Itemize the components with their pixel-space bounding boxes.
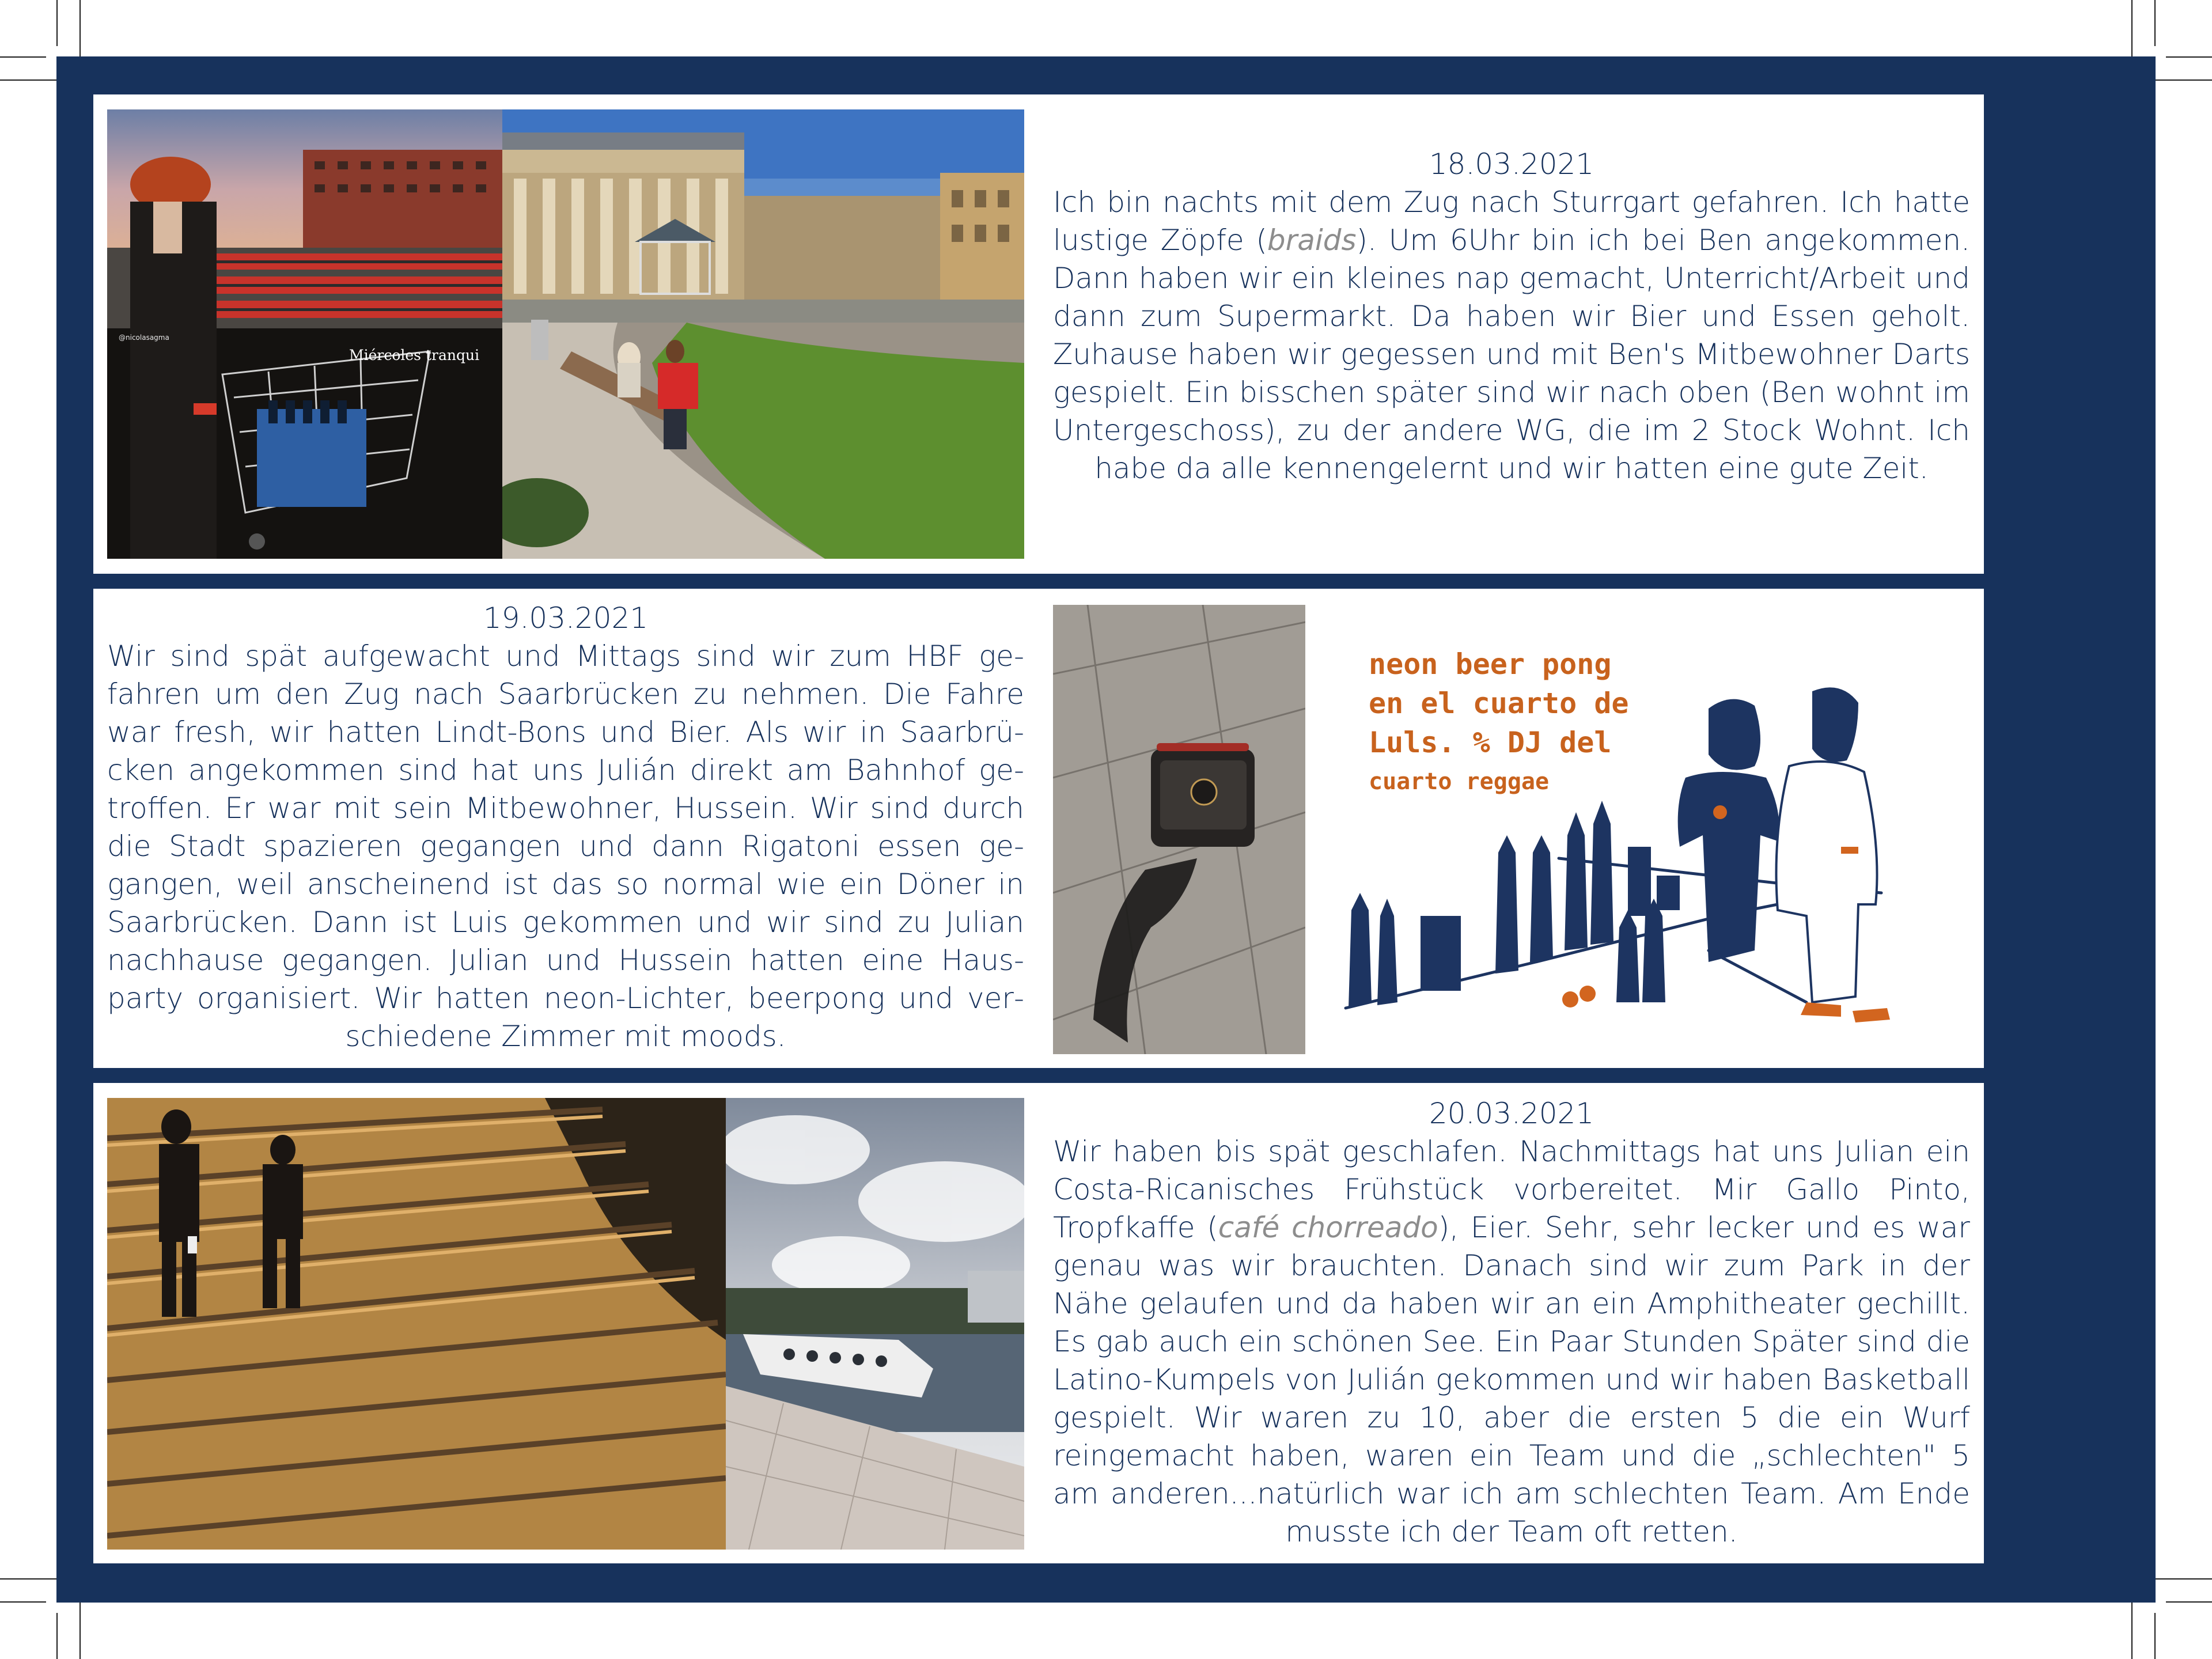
photo-schlossplatz — [502, 109, 1024, 559]
entry-date: 19.03.2021 — [483, 601, 649, 635]
entry-text: Ich bin nachts mit dem Zug nach Sturrgart gefahren. Ich hatte lustige Zöpfe ( — [1053, 185, 1970, 257]
photo-shopping-cart — [107, 109, 502, 559]
entry-text: Wir haben bis spät geschlafen. Nachmittags hat uns Julian ein Costa-Ricanisches Frühstück vorbereitet. Mir Gallo Pinto, Tropfkaffe ( — [1053, 1135, 1970, 1244]
crop-mark — [2154, 0, 2156, 46]
entry-day-2 — [107, 599, 1024, 1055]
crop-mark — [2166, 1601, 2212, 1603]
entry-day-3 — [1053, 1094, 1970, 1551]
entry-emphasis: braids — [1267, 224, 1357, 257]
drawing-beer-pong — [1305, 605, 1970, 1054]
entry-date: 18.03.2021 — [1429, 147, 1594, 181]
drawing-note-line: cuarto reggae — [1369, 768, 1550, 795]
entry-text: Wir sind spät aufgewacht und Mittags sind wir zum HBF gefahren um den Zug nach Saarbrücken zu nehmen. Die Fahre war fresh, wir hatten Lindt-Bons und Bier. Als wir in Saarbrücken angekommen sind hat uns Julián direkt am Bahnhof getroffen. Er war mit sein Mitbewohner, Hussein. Wir sind durch die Stadt spazieren gegangen und dann Rigatoni essen gegangen, weil anscheinend ist das so normal wie ein Döner in Saarbrücken. Dann ist Luis gekommen und wir sind zu Julian nachhause gegangen. Julian und Hussein hatten eine Hausparty organisiert. Wir hatten neon-Lichter, beerpong und verschiedene Zimmer mit moods. — [107, 639, 1024, 1053]
crop-mark — [2154, 1613, 2156, 1659]
entry-day-1 — [1053, 145, 1970, 487]
photo-amphitheater — [107, 1098, 726, 1550]
crop-mark — [2131, 0, 2133, 58]
entry-emphasis: café chorreado — [1218, 1211, 1438, 1244]
crop-mark — [2131, 1601, 2133, 1659]
crop-mark — [79, 1601, 81, 1659]
photo-speaker — [1053, 605, 1305, 1054]
crop-mark — [79, 0, 81, 58]
crop-mark — [2154, 79, 2212, 81]
crop-mark — [0, 1601, 46, 1603]
crop-mark — [2166, 56, 2212, 58]
crop-mark — [0, 56, 46, 58]
photo-lake-boat — [726, 1098, 1024, 1550]
crop-mark — [56, 1613, 58, 1659]
drawing-note-line: en el cuarto de — [1369, 687, 1629, 720]
photo-handle: @nicolasagma — [119, 334, 169, 342]
crop-mark — [56, 0, 58, 46]
entry-text-cont: ), Eier. Sehr, sehr lecker und es war genau was wir brauchten. Danach sind wir zum Park in der Nähe gelaufen und da haben wir an ein Amphitheater gechillt. Es gab auch ein schönen See. Ein Paar Stunden Später sind die Latino-Kumpels von Julián gekommen und wir haben Basketball gespielt. Wir waren zu 10, aber die ersten 5 die ein Wurf reingemacht haben, waren ein Team und die „schlechten" 5 am anderen...natürlich war ich am schlechten Team. Am Ende musste ich der Team oft retten. — [1053, 1211, 1970, 1548]
drawing-note-line: Luls. % DJ del — [1369, 726, 1612, 759]
crop-mark — [2154, 1578, 2212, 1580]
entry-date: 20.03.2021 — [1429, 1097, 1594, 1130]
crop-mark — [0, 1578, 58, 1580]
drawing-note-line: neon beer pong — [1369, 647, 1612, 681]
crop-mark — [0, 79, 58, 81]
entry-text-cont: ). Um 6Uhr bin ich bei Ben angekommen. Dann haben wir ein kleines nap gemacht, Unterricht/Arbeit und dann zum Supermarkt. Da haben wir Bier und Essen geholt. Zuhause haben wir gegessen und mit Ben's Mitbewohner Darts gespielt. Ein bisschen später sind wir nach oben (Ben wohnt im Untergeschoss), zu der andere WG, die im 2 Stock Wohnt. Ich habe da alle kennengelernt und wir hatten eine gute Zeit. — [1053, 224, 1970, 485]
photo-caption: Miércoles tranqui — [349, 347, 480, 363]
